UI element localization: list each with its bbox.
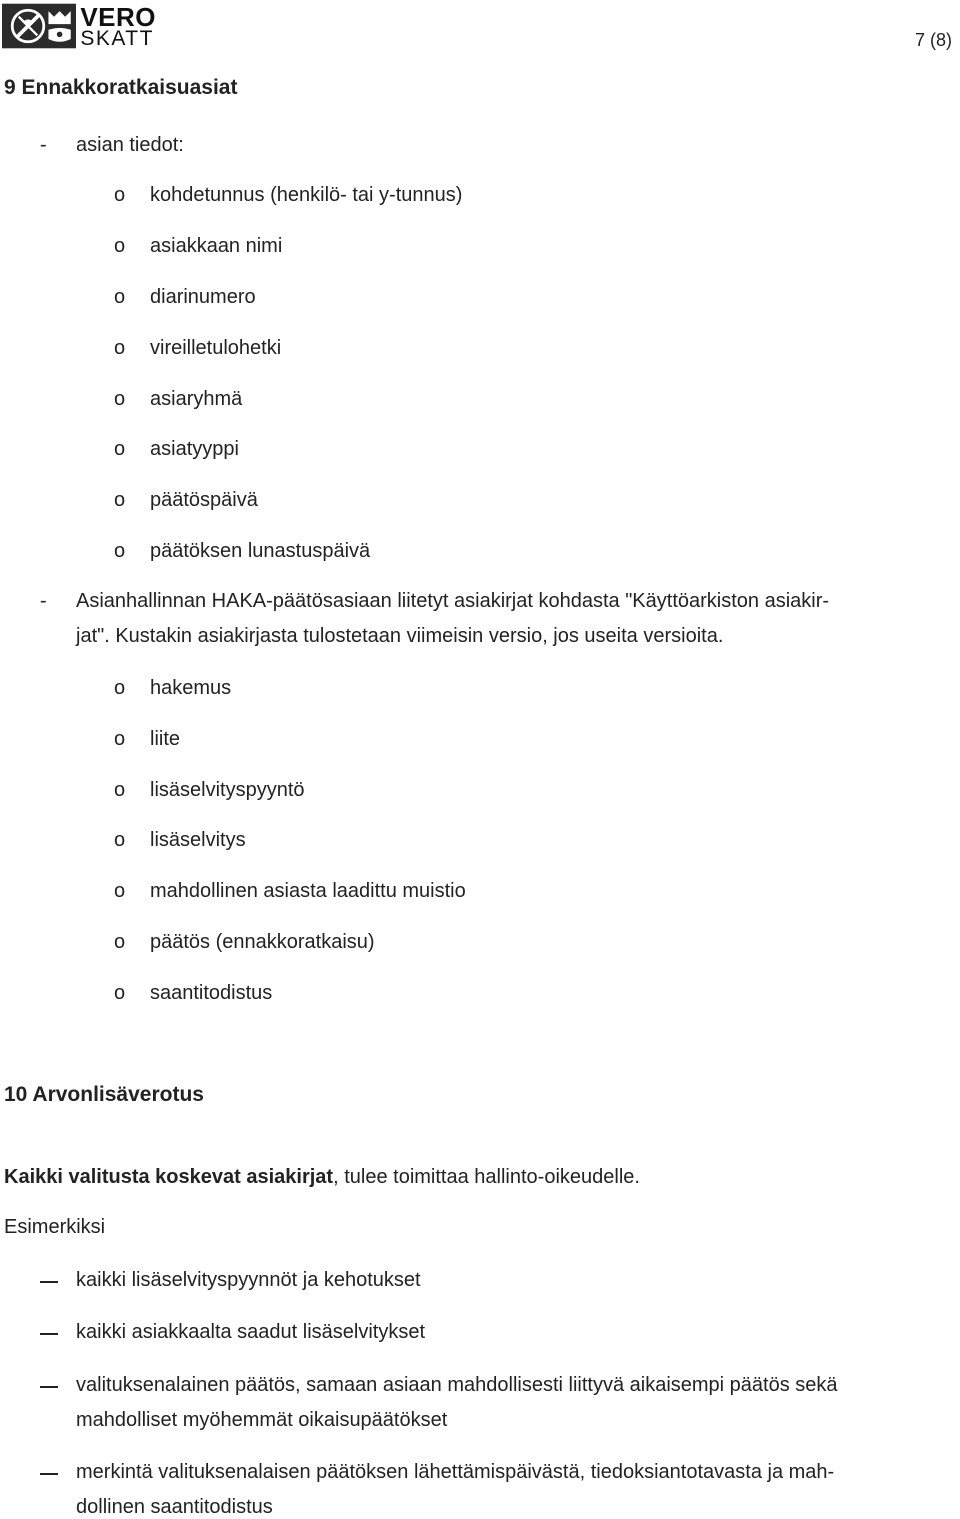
example-label: Esimerkiksi <box>4 1216 106 1238</box>
intro-paragraph <box>4 1166 640 1189</box>
o-bullet: o <box>114 337 126 359</box>
list-item: saantitodistus <box>150 982 273 1004</box>
list-item: valituksenalainen päätös, samaan asiaan mahdollisesti liittyvä aikaisempi päätös sekä <box>76 1374 838 1396</box>
intro-bold-text: Kaikki valitusta koskevat asiakirjat <box>4 1166 334 1188</box>
o-bullet: o <box>114 489 126 511</box>
dash-bullet: - <box>40 134 47 156</box>
dash-bullet <box>40 1333 58 1335</box>
list-item: asiatyyppi <box>150 438 239 460</box>
o-bullet: o <box>114 184 126 206</box>
list-item: merkintä valituksenalaisen päätöksen lähettämispäivästä, tiedoksiantotavasta ja mah- <box>76 1461 835 1483</box>
list-item: lisäselvitys <box>150 829 246 851</box>
o-bullet: o <box>114 931 126 953</box>
crest-icon <box>2 2 76 50</box>
page-number: 7 (8) <box>914 30 952 50</box>
o-bullet: o <box>114 235 126 257</box>
o-bullet: o <box>114 982 126 1004</box>
list-item: päätös (ennakkoratkaisu) <box>150 931 375 953</box>
paragraph-line: jat". Kustakin asiakirjasta tulostetaan viimeisin versio, jos useita versioita. <box>76 625 724 647</box>
list-item: asiakkaan nimi <box>150 235 283 257</box>
list-item-continuation: mahdolliset myöhemmät oikaisupäätökset <box>76 1409 448 1431</box>
list-item: kaikki asiakkaalta saadut lisäselvitykset <box>76 1321 426 1343</box>
logo-text-skatt: SKATT <box>80 26 154 50</box>
list-item: liite <box>150 728 181 750</box>
dash-bullet <box>40 1281 58 1283</box>
o-bullet: o <box>114 677 126 699</box>
list-item: lisäselvityspyyntö <box>150 779 305 801</box>
dash-bullet <box>40 1473 58 1475</box>
o-bullet: o <box>114 540 126 562</box>
paragraph-line: Asianhallinnan HAKA-päätösasiaan liitetyt asiakirjat kohdasta "Käyttöarkiston asiakir- <box>76 590 830 612</box>
list-item: päätöspäivä <box>150 489 258 511</box>
dash-bullet: - <box>40 590 47 612</box>
o-bullet: o <box>114 286 126 308</box>
o-bullet: o <box>114 438 126 460</box>
o-bullet: o <box>114 880 126 902</box>
list-item: asiaryhmä <box>150 388 243 410</box>
section-10-heading: 10 Arvonlisäverotus <box>4 1083 204 1106</box>
list-item-continuation: dollinen saantitodistus <box>76 1496 273 1518</box>
list-item: kohdetunnus (henkilö- tai y-tunnus) <box>150 184 463 206</box>
list-item: mahdollinen asiasta laadittu muistio <box>150 880 466 902</box>
dash-bullet <box>40 1386 58 1388</box>
list-item: päätöksen lunastuspäivä <box>150 540 371 562</box>
o-bullet: o <box>114 779 126 801</box>
list-item: diarinumero <box>150 286 256 308</box>
list-item: vireilletulohetki <box>150 337 282 359</box>
o-bullet: o <box>114 388 126 410</box>
intro-text: , tulee toimittaa hallinto-oikeudelle. <box>333 1166 640 1188</box>
list-item: kaikki lisäselvityspyynnöt ja kehotukset <box>76 1269 421 1291</box>
section-9-heading: 9 Ennakkoratkaisuasiat <box>4 76 238 99</box>
logo-text-vero: VERO <box>80 1 156 32</box>
o-bullet: o <box>114 829 126 851</box>
list-item-asian-tiedot: asian tiedot: <box>76 134 184 156</box>
vero-skatt-logo <box>2 2 156 50</box>
o-bullet: o <box>114 728 126 750</box>
list-item: hakemus <box>150 677 232 699</box>
